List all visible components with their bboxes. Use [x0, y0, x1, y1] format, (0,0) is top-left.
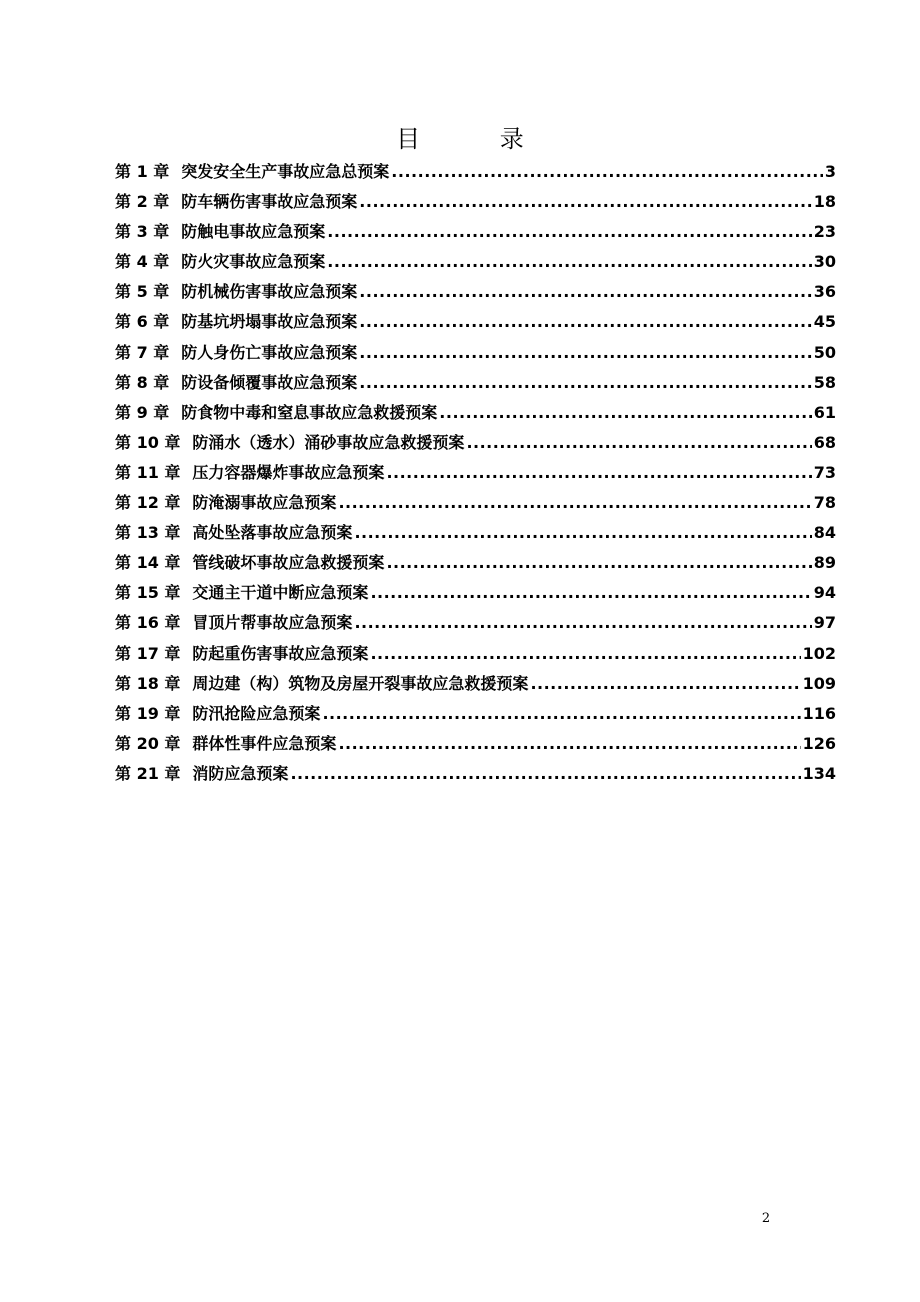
toc-chapter-number: 第 10 章 — [115, 432, 181, 452]
toc-page-number: 30 — [813, 252, 836, 272]
toc-chapter-number: 第 1 章 — [115, 162, 170, 181]
toc-chapter-number: 第 5 章 — [115, 282, 170, 302]
toc-dot-leader — [338, 488, 811, 518]
toc-chapter-title: 防基坑坍塌事故应急预案 — [181, 312, 358, 332]
toc-dot-leader — [370, 578, 811, 608]
toc-entry[interactable] — [115, 669, 836, 699]
toc-chapter-title: 突发安全生产事故应急总预案 — [181, 162, 390, 181]
toc-chapter-number: 第 17 章 — [115, 643, 181, 663]
toc-entry[interactable] — [115, 488, 836, 518]
toc-entry[interactable] — [115, 578, 836, 608]
toc-chapter-title: 防涌水（透水）涌砂事故应急救援预案 — [192, 432, 465, 452]
toc-dot-leader — [386, 548, 811, 578]
toc-dot-leader — [338, 729, 800, 759]
toc-entry[interactable] — [115, 307, 836, 337]
toc-dot-leader — [466, 428, 811, 458]
toc-page-number: 73 — [813, 462, 836, 482]
toc-page-number: 97 — [813, 613, 836, 633]
toc-page-number: 61 — [813, 402, 836, 422]
toc-dot-leader — [530, 669, 800, 699]
toc-page-number: 45 — [813, 312, 836, 332]
toc-dot-leader — [391, 157, 823, 187]
toc-chapter-title: 防车辆伤害事故应急预案 — [181, 192, 358, 212]
toc-dot-leader — [322, 699, 800, 729]
toc-page-number: 36 — [813, 282, 836, 302]
toc-entry[interactable] — [115, 338, 836, 368]
toc-chapter-number: 第 12 章 — [115, 493, 181, 513]
toc-dot-leader — [359, 338, 811, 368]
toc-dot-leader — [359, 368, 811, 398]
toc-chapter-number: 第 13 章 — [115, 523, 181, 543]
toc-entry[interactable] — [115, 608, 836, 638]
toc-chapter-number: 第 11 章 — [115, 462, 181, 482]
toc-entry[interactable] — [115, 729, 836, 759]
toc-entry[interactable] — [115, 458, 836, 488]
toc-chapter-number: 第 16 章 — [115, 613, 181, 633]
toc-page-number: 23 — [813, 222, 836, 242]
toc-chapter-title: 消防应急预案 — [192, 763, 289, 783]
toc-chapter-number: 第 3 章 — [115, 222, 170, 242]
toc-page-number: 116 — [802, 703, 836, 723]
toc-dot-leader — [386, 458, 811, 488]
toc-dot-leader — [327, 247, 811, 277]
toc-chapter-number: 第 2 章 — [115, 192, 170, 212]
toc-title: 目 录 — [396, 125, 560, 153]
toc-entry[interactable] — [115, 277, 836, 307]
toc-chapter-number: 第 6 章 — [115, 312, 170, 332]
toc-page-number: 78 — [813, 493, 836, 513]
toc-page-number: 3 — [824, 162, 836, 181]
toc-chapter-title: 防机械伤害事故应急预案 — [181, 282, 358, 302]
toc-chapter-title: 冒顶片帮事故应急预案 — [192, 613, 353, 633]
toc-chapter-number: 第 9 章 — [115, 402, 170, 422]
toc-entry[interactable] — [115, 428, 836, 458]
toc-chapter-number: 第 18 章 — [115, 673, 181, 693]
toc-chapter-number: 第 8 章 — [115, 372, 170, 392]
toc-chapter-number: 第 20 章 — [115, 733, 181, 753]
toc-chapter-title: 周边建（构）筑物及房屋开裂事故应急救援预案 — [192, 673, 529, 693]
toc-chapter-title: 交通主干道中断应急预案 — [192, 583, 369, 603]
toc-chapter-title: 压力容器爆炸事故应急预案 — [192, 462, 385, 482]
toc-chapter-number: 第 7 章 — [115, 342, 170, 362]
toc-entry[interactable] — [115, 518, 836, 548]
toc-page-number: 102 — [802, 643, 836, 663]
toc-page-number: 89 — [813, 553, 836, 573]
toc-entry[interactable] — [115, 398, 836, 428]
toc-page-number: 68 — [813, 432, 836, 452]
toc-chapter-title: 防汛抢险应急预案 — [192, 703, 321, 723]
toc-chapter-title: 防火灾事故应急预案 — [181, 252, 326, 272]
toc-dot-leader — [354, 518, 811, 548]
page-number: 2 — [761, 1211, 771, 1226]
toc-page-number: 134 — [802, 763, 836, 783]
toc-dot-leader — [370, 639, 800, 669]
toc-entry[interactable] — [115, 639, 836, 669]
toc-page-number: 18 — [813, 192, 836, 212]
toc-page-number: 50 — [813, 342, 836, 362]
toc-entry[interactable] — [115, 247, 836, 277]
toc-list — [115, 157, 836, 789]
toc-chapter-title: 防食物中毒和窒息事故应急救援预案 — [181, 402, 438, 422]
toc-chapter-number: 第 21 章 — [115, 763, 181, 783]
toc-page-number: 126 — [802, 733, 836, 753]
toc-dot-leader — [290, 759, 800, 789]
toc-chapter-title: 高处坠落事故应急预案 — [192, 523, 353, 543]
toc-entry[interactable] — [115, 368, 836, 398]
toc-page-number: 84 — [813, 523, 836, 543]
toc-chapter-number: 第 15 章 — [115, 583, 181, 603]
toc-chapter-title: 防淹溺事故应急预案 — [192, 493, 337, 513]
toc-entry[interactable] — [115, 548, 836, 578]
toc-chapter-title: 群体性事件应急预案 — [192, 733, 337, 753]
toc-chapter-number: 第 14 章 — [115, 553, 181, 573]
toc-dot-leader — [359, 277, 811, 307]
toc-dot-leader — [354, 608, 811, 638]
toc-entry[interactable] — [115, 217, 836, 247]
toc-chapter-title: 防设备倾覆事故应急预案 — [181, 372, 358, 392]
toc-dot-leader — [327, 217, 811, 247]
toc-page-number: 94 — [813, 583, 836, 603]
toc-page-number: 109 — [802, 673, 836, 693]
toc-chapter-number: 第 4 章 — [115, 252, 170, 272]
toc-dot-leader — [439, 398, 811, 428]
toc-entry[interactable] — [115, 759, 836, 789]
toc-dot-leader — [359, 187, 811, 217]
toc-chapter-title: 防人身伤亡事故应急预案 — [181, 342, 358, 362]
toc-entry[interactable] — [115, 187, 836, 217]
toc-entry[interactable] — [115, 699, 836, 729]
toc-chapter-title: 防起重伤害事故应急预案 — [192, 643, 369, 663]
toc-chapter-title: 防触电事故应急预案 — [181, 222, 326, 242]
toc-dot-leader — [359, 307, 811, 337]
toc-chapter-number: 第 19 章 — [115, 703, 181, 723]
toc-page-number: 58 — [813, 372, 836, 392]
toc-entry[interactable] — [115, 157, 836, 187]
toc-chapter-title: 管线破坏事故应急救援预案 — [192, 553, 385, 573]
